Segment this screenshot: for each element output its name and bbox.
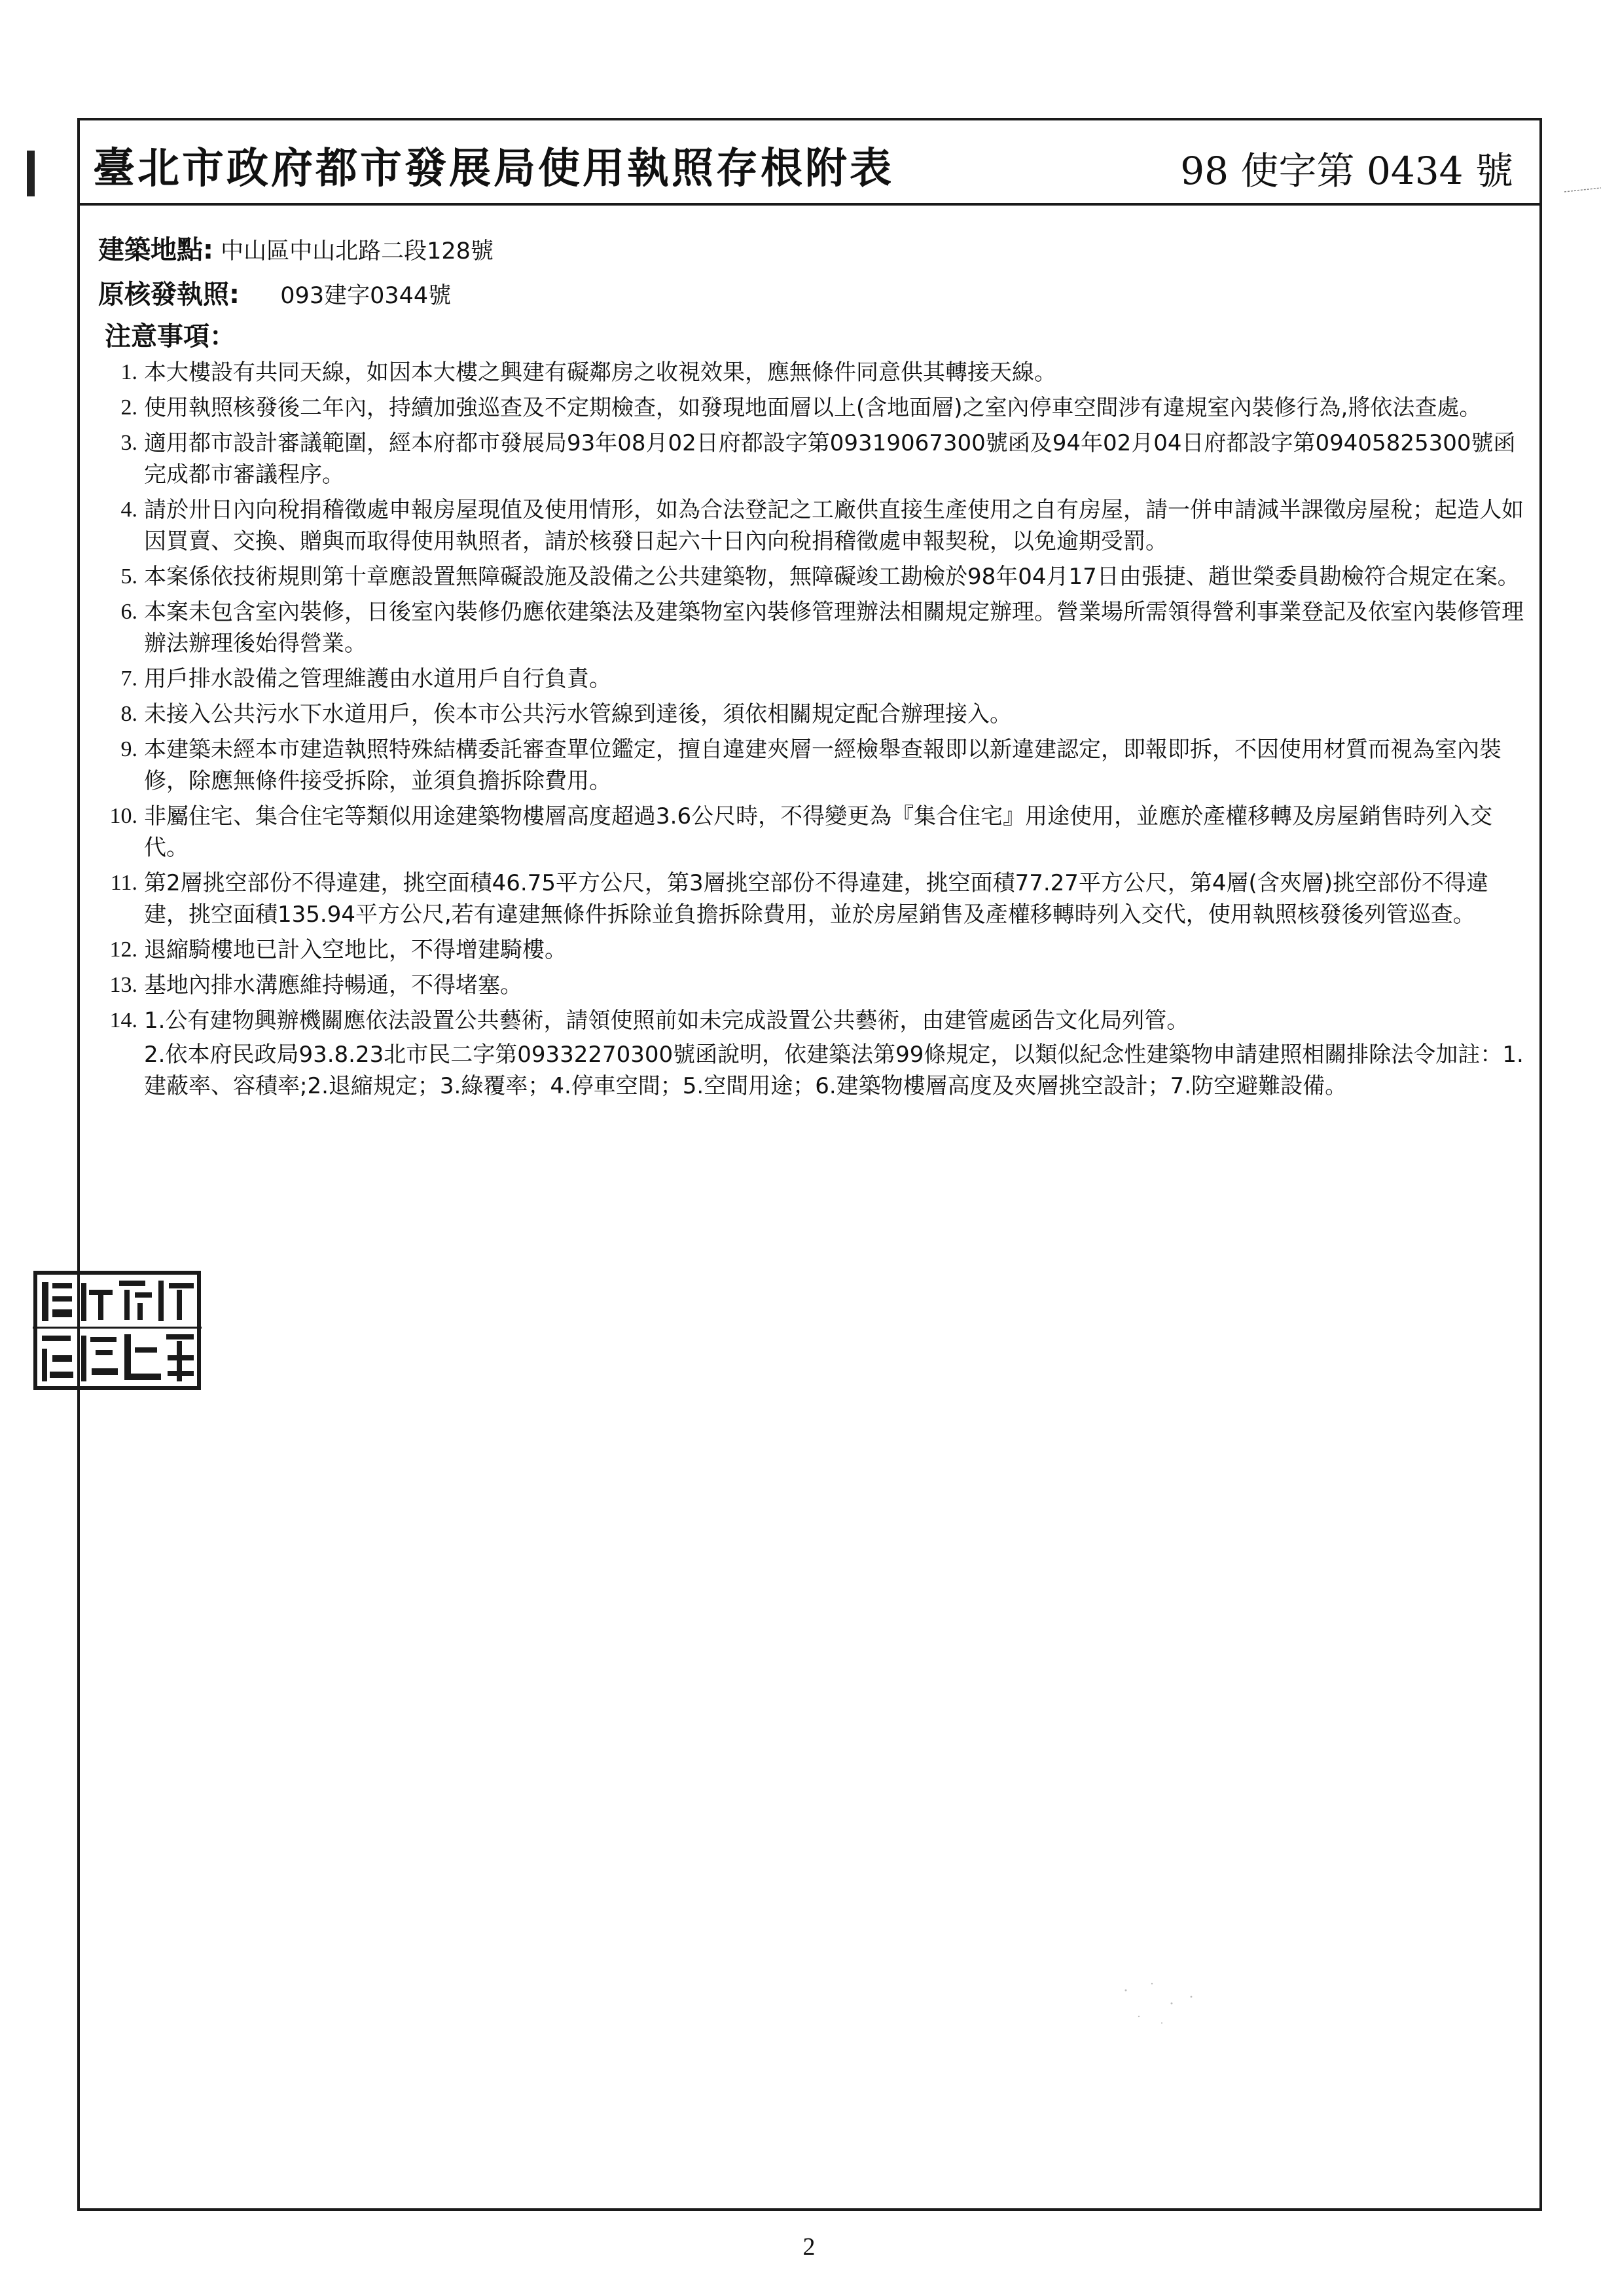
note-body: [144, 934, 1525, 966]
note-body: [144, 1005, 1525, 1102]
note-item: [92, 699, 1525, 730]
note-number: 11.: [110, 871, 137, 895]
scan-noise: [1113, 1977, 1211, 2030]
address-value: 中山區中山北路二段128號: [221, 238, 494, 264]
note-item: [92, 392, 1525, 424]
note-item: [92, 867, 1525, 930]
note-body: [144, 663, 1525, 695]
binding-hole-mark: [25, 151, 37, 196]
notes-list: [92, 357, 1525, 1106]
note-item: [92, 663, 1525, 695]
note-number: 1.: [120, 360, 137, 384]
document-title: 臺北市政府都市發展局使用執照存根附表: [93, 144, 894, 193]
note-item: [92, 561, 1525, 592]
note-item: [92, 494, 1525, 557]
note-number: 9.: [120, 737, 137, 761]
note-body: [144, 596, 1525, 659]
note-body: [144, 970, 1525, 1001]
note-item: [92, 970, 1525, 1001]
note-text: 退縮騎樓地已計入空地比，不得增建騎樓。: [144, 937, 567, 963]
note-item: [92, 934, 1525, 966]
note-number: 13.: [109, 973, 137, 997]
note-text: 未接入公共污水下水道用戶，俟本市公共污水管線到達後，須依相關規定配合辦理接入。: [144, 701, 1012, 727]
note-item: [92, 596, 1525, 659]
note-item: [92, 428, 1525, 490]
address-field: [98, 229, 494, 266]
page-number: 2: [802, 2233, 816, 2261]
note-body: [144, 867, 1525, 930]
original-permit-field: [98, 274, 451, 311]
note-text: 本案係依技術規則第十章應設置無障礙設施及設備之公共建築物，無障礙竣工勘檢於98年04月17日由張捷、趙世榮委員勘檢符合規定在案。: [144, 564, 1520, 590]
note-text: 請於卅日內向稅捐稽徵處申報房屋現值及使用情形，如為合法登記之工廠供直接生產使用之自有房屋，請一併申請減半課徵房屋稅；起造人如因買賣、交換、贈與而取得使用執照者，請於核發日起六十日內向稅捐稽徵處申報契稅，以免逾期受罰。: [144, 497, 1524, 555]
note-item: [92, 734, 1525, 797]
note-number: 6.: [120, 600, 137, 624]
note-body: [144, 734, 1525, 797]
note-body: [144, 428, 1525, 490]
note-text: 本大樓設有共同天線，如因本大樓之興建有礙鄰房之收視效果，應無條件同意供其轉接天線。: [144, 359, 1056, 386]
scan-mark: [1564, 187, 1604, 193]
note-number: 7.: [120, 666, 137, 691]
note-body: [144, 699, 1525, 730]
note-number: 4.: [120, 498, 137, 522]
note-number: 8.: [120, 702, 137, 726]
note-item: [92, 1005, 1525, 1102]
note-text: 本案未包含室內裝修，日後室內裝修仍應依建築法及建築物室內裝修管理辦法相關規定辦理。營業場所需領得營利事業登記及依室內裝修管理辦法辦理後始得營業。: [144, 599, 1524, 657]
note-text: 1.公有建物興辦機關應依法設置公共藝術，請領使照前如未完成設置公共藝術，由建管處函告文化局列管。: [144, 1008, 1189, 1034]
note-text: 本建築未經本市建造執照特殊結構委託審查單位鑑定，擅自違建夾層一經檢舉查報即以新違建認定，即報即拆，不因使用材質而視為室內裝修，除應無條件接受拆除，並須負擔拆除費用。: [144, 737, 1501, 794]
note-item: [92, 801, 1525, 864]
note-text: 基地內排水溝應維持暢通，不得堵塞。: [144, 972, 522, 998]
note-body: [144, 801, 1525, 864]
note-text: 用戶排水設備之管理維護由水道用戶自行負責。: [144, 666, 611, 692]
note-number: 10.: [109, 804, 137, 828]
note-number: 2.: [120, 395, 137, 420]
original-permit-label: 原核發執照:: [98, 280, 240, 310]
permit-number: 98 使字第 0434 號: [1180, 149, 1513, 193]
note-text: 適用都市設計審議範圍，經本府都市發展局93年08月02日府都設字第09319067300號函及94年02月04日府都設字第09405825300號函完成都市審議程序。: [144, 430, 1516, 488]
note-number: 5.: [120, 564, 137, 589]
note-body: [144, 357, 1525, 388]
address-label: 建築地點:: [98, 235, 213, 265]
note-text: 第2層挑空部份不得違建，挑空面積46.75平方公尺，第3層挑空部份不得違建，挑空面積77.27平方公尺，第4層(含夾層)挑空部份不得違建，挑空面積135.94平方公尺,若有違建無條件拆除並負擔拆除費用，並於房屋銷售及產權移轉時列入交代，使用執照核發後列管巡查。: [144, 870, 1489, 928]
title-row: [80, 120, 1539, 206]
notes-heading: 注意事項：: [105, 321, 236, 352]
note-body: [144, 392, 1525, 424]
note-number: 3.: [120, 431, 137, 455]
note-number: 14.: [109, 1008, 137, 1032]
note-text: 使用執照核發後二年內，持續加強巡查及不定期檢查，如發現地面層以上(含地面層)之室內停車空間涉有違規室內裝修行為,將依法查處。: [144, 395, 1482, 421]
original-permit-value: 093建字0344號: [280, 283, 452, 309]
note-text: 2.依本府民政局93.8.23北市民二字第09332270300號函說明，依建築法第99條規定，以類似紀念性建築物申請建照相關排除法令加註：1.建蔽率、容積率;2.退縮規定；3.綠覆率；4.停車空間；5.空間用途；6.建築物樓層高度及夾層挑空設計；7.防空避難設備。: [144, 1042, 1524, 1099]
note-body: [144, 561, 1525, 592]
note-number: 12.: [109, 938, 137, 962]
official-seal-stamp: [33, 1264, 203, 1394]
note-item: [92, 357, 1525, 388]
note-text: 非屬住宅、集合住宅等類似用途建築物樓層高度超過3.6公尺時，不得變更為『集合住宅』用途使用，並應於產權移轉及房屋銷售時列入交代。: [144, 803, 1493, 861]
note-body: [144, 494, 1525, 557]
